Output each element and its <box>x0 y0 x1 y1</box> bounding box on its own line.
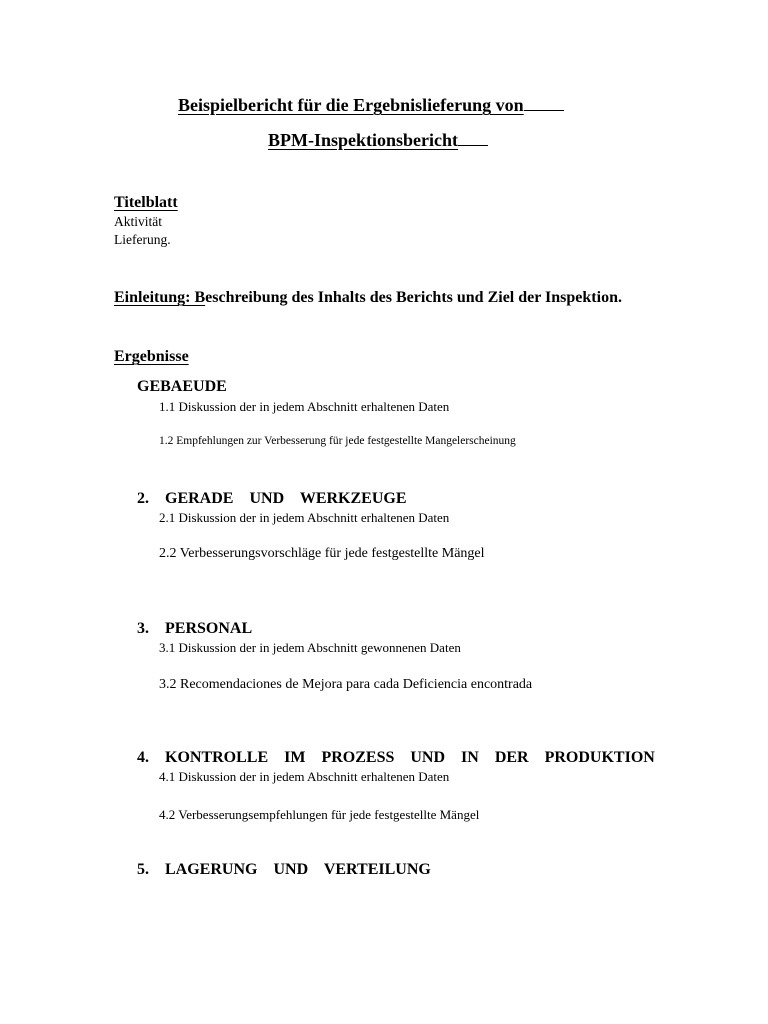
section-number: 5. <box>137 861 149 878</box>
titelblatt-line: Lieferung. <box>114 232 171 247</box>
section-item: 3.2 Recomendaciones de Mejora para cada Deficiencia encontrada <box>159 677 533 692</box>
title-underline-filler <box>524 96 564 111</box>
einleitung-paragraph <box>114 289 622 307</box>
section-title: 2. GERADE UND WERKZEUGE <box>137 490 407 507</box>
einleitung-label: Einleitung: B <box>114 289 206 306</box>
section-item: 1.1 Diskussion der in jedem Abschnitt erhaltenen Daten <box>159 399 450 414</box>
section-number: 4. <box>137 749 149 766</box>
title-underline-filler <box>458 131 488 146</box>
section-item: 3.1 Diskussion der in jedem Abschnitt gewonnenen Daten <box>159 640 461 655</box>
section-title: 3. PERSONAL <box>137 620 253 637</box>
section-title: 5. LAGERUNG UND VERTEILUNG <box>137 861 431 878</box>
section-item: 2.2 Verbesserungsvorschläge für jede festgestellte Mängel <box>159 546 485 561</box>
section-item: 4.1 Diskussion der in jedem Abschnitt erhaltenen Daten <box>159 769 450 784</box>
section-item: 1.2 Empfehlungen zur Verbesserung für jede festgestellte Mangelerscheinung <box>159 435 516 447</box>
titelblatt-heading: Titelblatt <box>114 194 178 211</box>
section-item: 4.2 Verbesserungsempfehlungen für jede festgestellte Mängel <box>159 807 480 822</box>
document-title-line2: BPM-Inspektionsbericht <box>268 130 488 151</box>
section-item: 2.1 Diskussion der in jedem Abschnitt erhaltenen Daten <box>159 510 450 525</box>
titelblatt-line: Aktivität <box>114 214 162 229</box>
section-title: GEBAEUDE <box>137 378 227 395</box>
ergebnisse-heading: Ergebnisse <box>114 348 189 365</box>
section-number: 2. <box>137 490 149 507</box>
section-title: 4. KONTROLLE IM PROZESS UND IN DER PRODUKTION <box>137 749 655 766</box>
section-number: 3. <box>137 620 149 637</box>
document-title-line1: Beispielbericht für die Ergebnislieferung von <box>178 95 564 116</box>
einleitung-text: eschreibung des Inhalts des Berichts und Ziel der Inspektion. <box>205 289 622 306</box>
